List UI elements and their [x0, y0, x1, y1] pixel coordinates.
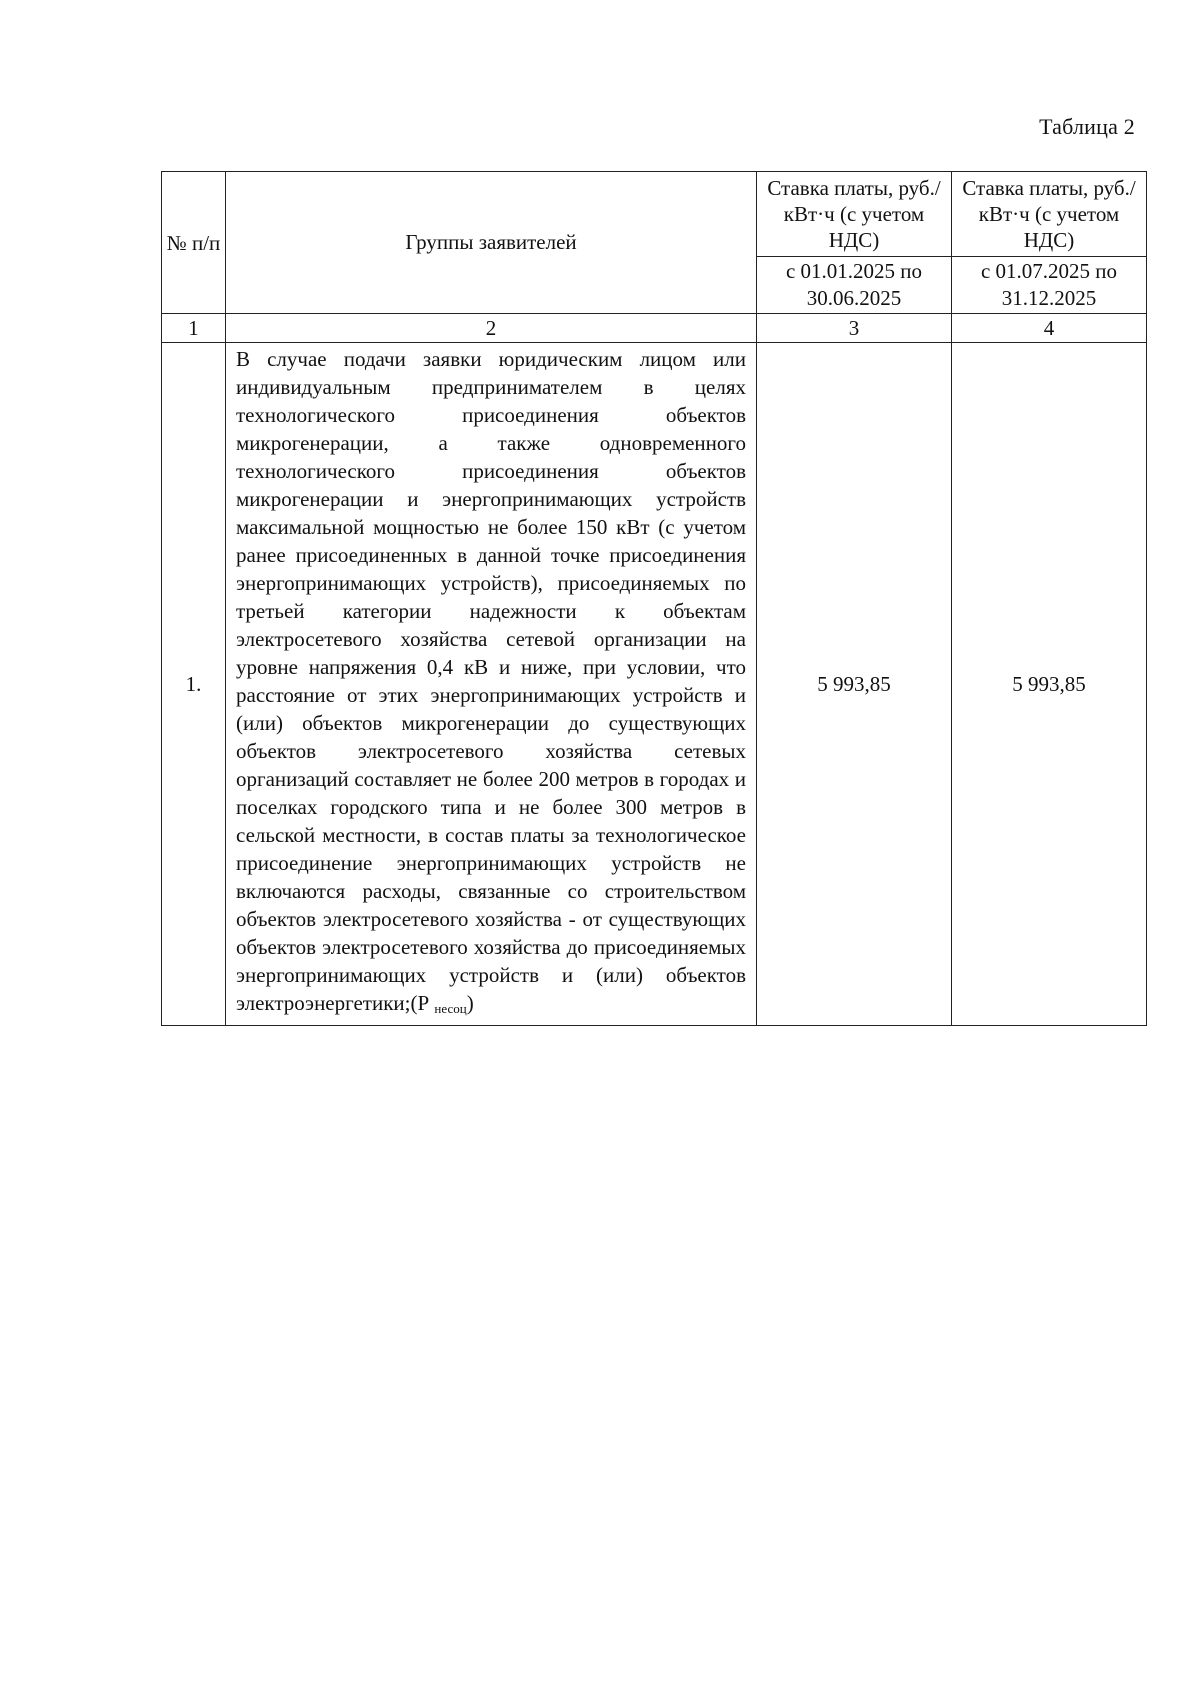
row-number: 1.: [162, 343, 226, 1026]
column-index: 2: [226, 314, 757, 343]
header-group: Группы заявителей: [226, 172, 757, 314]
column-index-row: [162, 314, 1147, 343]
rate-value-period-2: 5 993,85: [952, 343, 1147, 1026]
header-period-1: с 01.01.2025 по 30.06.2025: [757, 257, 952, 314]
header-num: № п/п: [162, 172, 226, 314]
header-rate-2: Ставка платы, руб./кВт·ч (с учетом НДС): [952, 172, 1147, 257]
table-caption: Таблица 2: [1039, 114, 1135, 139]
tariff-table: [161, 171, 1147, 1026]
column-index: 3: [757, 314, 952, 343]
column-index: 4: [952, 314, 1147, 343]
description-text: В случае подачи заявки юридическим лицом или индивидуальным предпринимателем в целях технологического присоединения объектов микрогенерации, а также одновременного технологического присоединения объектов микрогенерации и энергопринимающих устройств максимальной мощностью не более 150 кВт (с учетом ранее присоединенных в данной точке присоединения энергопринимающих устройств), присоединяемых по третьей категории надежности к объектам электросетевого хозяйства сетевой организации на уровне напряжения 0,4 кВ и ниже, при условии, что расстояние от этих энергопринимающих устройств и (или) объектов микрогенерации до существующих объектов электросетевого хозяйства сетевых организаций составляет не более 200 метров в городах и поселках городского типа и не более 300 метров в сельской местности, в состав платы за технологическое присоединение энергопринимающих устройств не включаются расходы, связанные со строительством объектов электросетевого хозяйства - от существующих объектов электросетевого хозяйства до присоединяемых энергопринимающих устройств и (или) объектов электроэнергетики;(Р: [236, 347, 746, 1015]
applicant-group-description: [226, 343, 757, 1026]
rate-value-period-1: 5 993,85: [757, 343, 952, 1026]
header-period-2: с 01.07.2025 по 31.12.2025: [952, 257, 1147, 314]
description-subscript: несоц: [434, 1001, 467, 1016]
column-index: 1: [162, 314, 226, 343]
description-close: ): [466, 991, 474, 1015]
header-row: [162, 172, 1147, 257]
header-rate-1: Ставка платы, руб./кВт·ч (с учетом НДС): [757, 172, 952, 257]
table-row: [162, 343, 1147, 1026]
